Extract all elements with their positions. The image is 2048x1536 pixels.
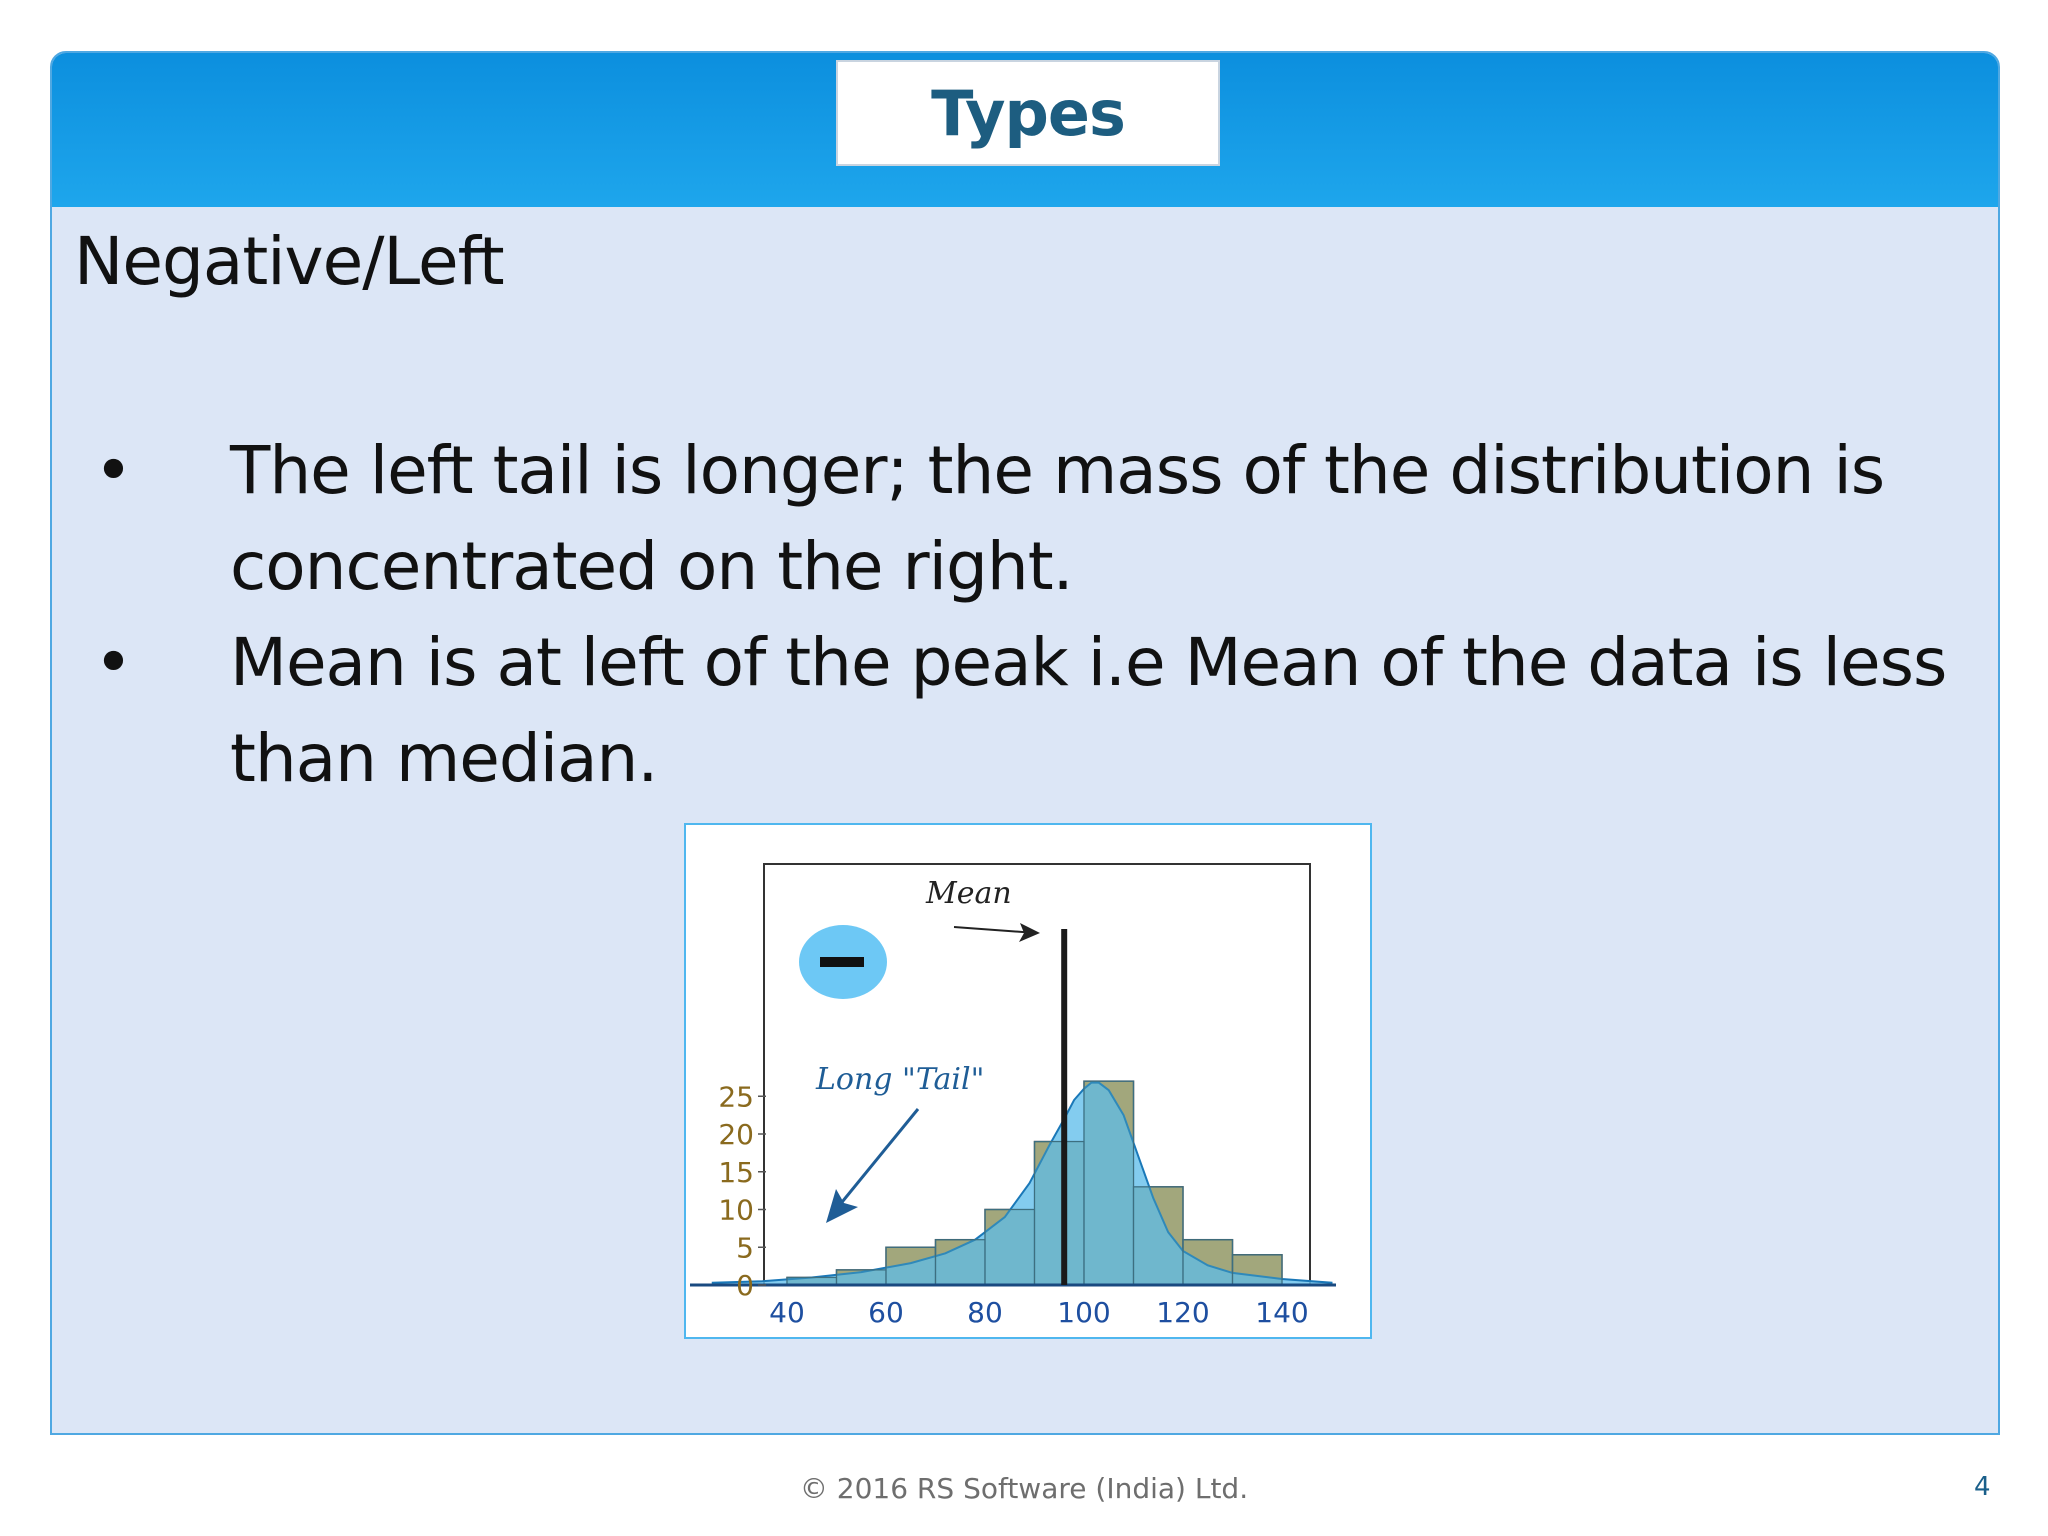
slide-title: Types <box>931 76 1125 150</box>
histogram-bar-overlay <box>985 1210 1035 1286</box>
header-band <box>52 53 1998 207</box>
y-tick-label: 0 <box>736 1269 754 1302</box>
histogram-bar-overlay <box>837 1270 887 1285</box>
x-tick-label: 120 <box>1156 1296 1210 1329</box>
bullet-item <box>72 423 1972 615</box>
bullet-text: Mean is at left of the peak i.e Mean of the data is less than median. <box>230 624 1947 797</box>
page-number: 4 <box>1974 1472 1991 1502</box>
long-tail-label: Long "Tail" <box>816 1062 985 1097</box>
bullet-item <box>72 615 1972 807</box>
x-tick-label: 60 <box>868 1296 904 1329</box>
bullet-dot: • <box>94 432 132 509</box>
y-tick-label: 25 <box>718 1080 754 1114</box>
footer-copyright: © 2016 RS Software (India) Ltd. <box>799 1472 1249 1505</box>
bullet-dot: • <box>94 624 132 701</box>
histogram-chart <box>684 823 1372 1339</box>
bullet-list <box>72 423 1972 807</box>
histogram-bar-overlay <box>1084 1081 1134 1285</box>
x-tick-label: 80 <box>967 1296 1003 1329</box>
x-tick-label: 140 <box>1255 1296 1309 1329</box>
histogram-bar-overlay <box>1035 1142 1085 1285</box>
x-tick-label: 40 <box>769 1296 805 1329</box>
bullet-text: The left tail is longer; the mass of the distribution is concentrated on the right. <box>230 432 1885 605</box>
histogram-bar-overlay <box>1183 1240 1233 1285</box>
slide-panel <box>50 51 2000 1435</box>
x-tick-label: 100 <box>1057 1296 1111 1329</box>
mean-label: Mean <box>926 876 1012 911</box>
histogram-bar-overlay <box>886 1247 936 1285</box>
y-tick-label: 5 <box>736 1231 754 1265</box>
y-tick-label: 20 <box>718 1118 754 1151</box>
histogram-bar-overlay <box>1233 1255 1283 1285</box>
minus-icon <box>820 957 864 967</box>
histogram-svg <box>686 825 1374 1341</box>
slide-subtitle: Negative/Left <box>74 223 504 300</box>
y-tick-label: 15 <box>718 1155 754 1189</box>
y-tick-label: 10 <box>718 1193 754 1227</box>
histogram-bar-overlay <box>936 1240 986 1285</box>
title-box <box>836 60 1220 166</box>
histogram-bar-overlay <box>1134 1187 1184 1285</box>
